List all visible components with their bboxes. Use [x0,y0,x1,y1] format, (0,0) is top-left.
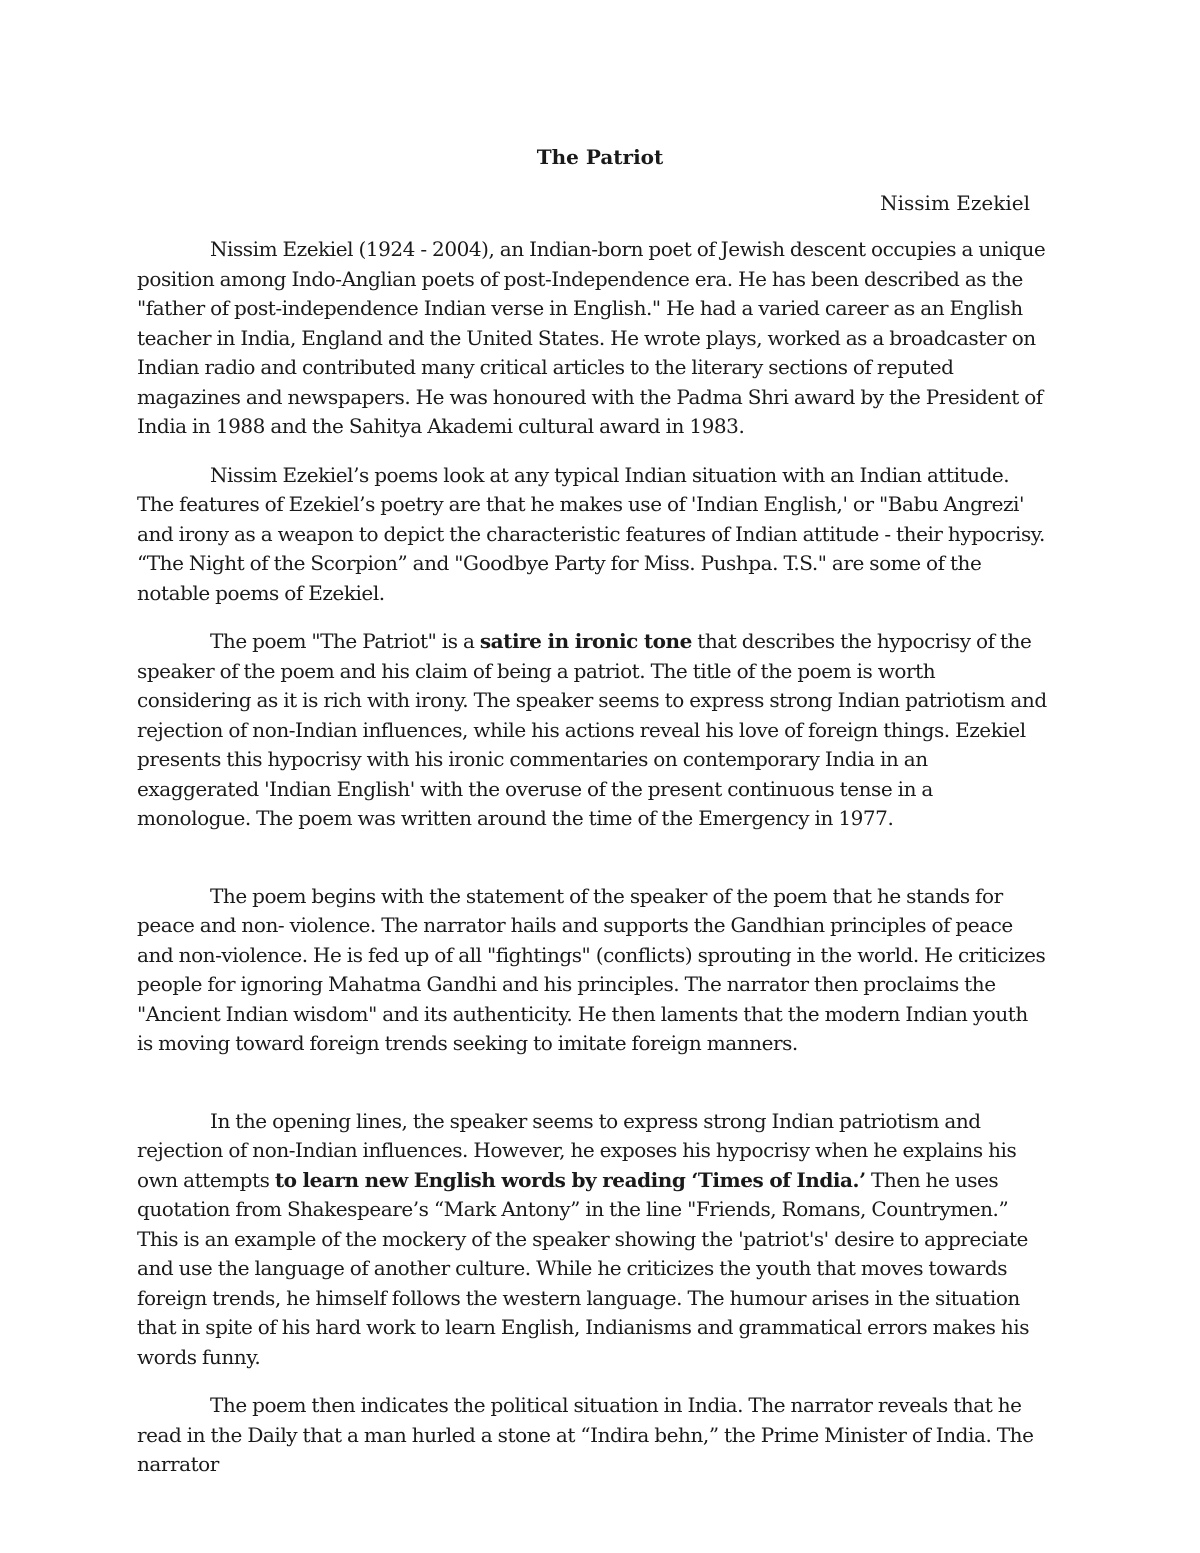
paragraph-5-bold-phrase: to learn new English words by reading ‘Times of India.’ [274,1167,866,1192]
paragraph-1: Nissim Ezekiel (1924 - 2004), an Indian-born poet of Jewish descent occupies a unique position among Indo-Anglian poets of post-Independence era. He has been described as the "father of post-independence Indian verse in English." He had a varied career as an English teacher in India, England and the United States. He wrote plays, worked as a broadcaster on Indian radio and contributed many critical articles to the literary sections of reputed magazines and newspapers. He was honoured with the Padma Shri award by the President of India in 1988 and the Sahitya Akademi cultural award in 1983. [137,237,1046,438]
paragraph-3 [137,627,1048,834]
document-title: The Patriot [536,145,664,169]
paragraph-5-text-end: Then he uses quotation from Shakespeare’s “Mark Antony” in the line "Friends, Romans, Countrymen.” This is an example of the mockery of the speaker showing the 'patriot's' desire to appreciate and use the language of another culture. While he criticizes the youth that moves towards foreign trends, he himself follows the western language. The humour arises in the situation that in spite of his hard work to learn English, Indianisms and grammatical errors makes his words funny. [137,1167,1030,1369]
paragraph-5-text-start: In the opening lines, the speaker seems to express strong Indian patriotism and rejection of non-Indian influences. However, he exposes his hypocrisy when he explains his own attempts [137,1108,1017,1192]
paragraph-6: The poem then indicates the political situation in India. The narrator reveals that he read in the Daily that a man hurled a stone at “Indira behn,” the Prime Minister of India. The narrator [137,1393,1034,1476]
paragraph-4: The poem begins with the statement of the speaker of the poem that he stands for peace and non- violence. The narrator hails and supports the Gandhian principles of peace and non-violence. He is fed up of all "fightings" (conflicts) sprouting in the world. He criticizes people for ignoring Mahatma Gandhi and his principles. The narrator then proclaims the "Ancient Indian wisdom" and its authenticity. He then laments that the modern Indian youth is moving toward foreign trends seeking to imitate foreign manners. [137,883,1046,1055]
document-body [137,235,1048,1499]
paragraph-3-bold-phrase: satire in ironic tone [479,629,692,653]
author-name: Nissim Ezekiel [880,191,1030,215]
paragraph-3-text-start: The poem "The Patriot" is a [210,629,480,653]
paragraph-2: Nissim Ezekiel’s poems look at any typical Indian situation with an Indian attitude. The features of Ezekiel’s poetry are that he makes use of 'Indian English,' or "Babu Angrezi' and irony as a weapon to depict the characteristic features of Indian attitude - their hypocrisy. “The Night of the Scorpion” and "Goodbye Party for Miss. Pushpa. T.S." are some of the notable poems of Ezekiel. [137,462,1045,605]
paragraph-5 [137,1107,1048,1373]
paragraph-3-text-end: that describes the hypocrisy of the speaker of the poem and his claim of being a patriot. The title of the poem is worth considering as it is rich with irony. The speaker seems to express strong Indian patriotism and rejection of non-Indian influences, while his actions reveal his love of foreign things. Ezekiel presents this hypocrisy with his ironic commentaries on contemporary India in an exaggerated 'Indian English' with the overuse of the present continuous tense in a monologue. The poem was written around the time of the Emergency in 1977. [137,629,1047,830]
